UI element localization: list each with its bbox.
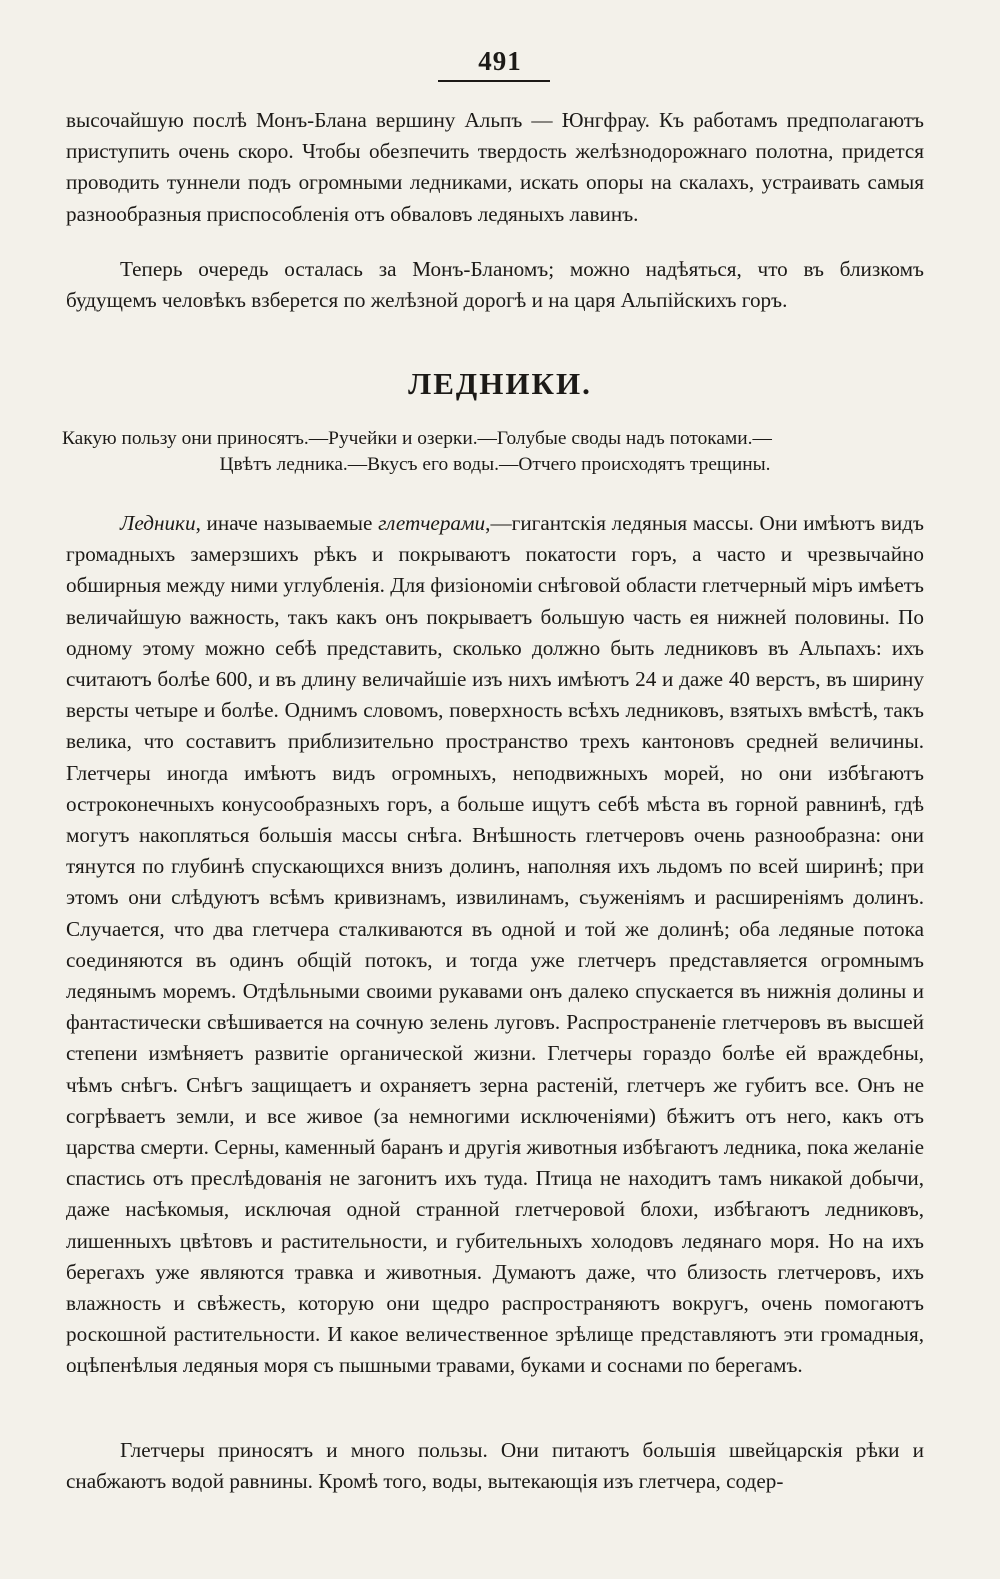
summary-line-1: Какую пользу они приносятъ.—Ручейки и озерки.—Голубые своды надъ потоками.— (62, 428, 772, 449)
paragraph-text: Глетчеры приносятъ и много пользы. Они питаютъ большія швейцарскія рѣки и снабжаютъ водой равнины. Кромѣ того, воды, вытекающія изъ глетчера, содер- (66, 1438, 924, 1494)
intro-paragraph-1 (66, 105, 924, 230)
lead-term-2: глетчерами (378, 511, 486, 535)
paragraph-body: ,—гигантскія ледяныя массы. Они имѣютъ видъ громадныхъ замерзшихъ рѣкъ и покрываютъ покатости горъ, а часто и чрезвычайно обширныя между ними углубленія. Для физіономіи снѣговой области глетчерный міръ имѣетъ величайшую важность, такъ какъ онъ покрываетъ большую часть ея нижней половины. По одному этому можно себѣ представить, сколько должно быть ледниковъ въ Альпахъ: ихъ считаютъ болѣе 600, и въ длину величайшіе изъ нихъ имѣютъ 24 и даже 40 верстъ, въ ширину версты четыре и болѣе. Однимъ словомъ, поверхность всѣхъ ледниковъ, взятыхъ вмѣстѣ, такъ велика, что составитъ приблизительно пространство трехъ кантоновъ средней величины. Глетчеры иногда имѣютъ видъ огромныхъ, неподвижныхъ морей, но они избѣгаютъ остроконечныхъ конусообразныхъ горъ, а больше ищутъ себѣ мѣста въ горной равнинѣ, гдѣ могутъ накопляться большія массы снѣга. Внѣшность глетчеровъ очень разнообразна: они тянутся по глубинѣ спускающихся внизъ долинъ, наполняя ихъ льдомъ по всей ширинѣ; при этомъ они слѣдуютъ всѣмъ кривизнамъ, извилинамъ, съуженіямъ и расширеніямъ долинъ. Случается, что два глетчера сталкиваются въ одной и той же долинѣ; оба ледяные потока соединяются въ одинъ общій потокъ, и тогда уже глетчеръ представляется огромнымъ ледянымъ моремъ. Отдѣльными своими рукавами онъ далеко спускается въ нижнія долины и фантастически свѣшивается на сочную зелень луговъ. Распространеніе глетчеровъ въ высшей степени измѣняетъ развитіе органической жизни. Глетчеры гораздо болѣе ей враждебны, чѣмъ снѣгъ. Снѣгъ защищаетъ и охраняетъ зерна растеній, глетчеръ же губитъ все. Онъ не согрѣваетъ земли, и все живое (за немногими исключеніями) бѣжитъ отъ него, какъ отъ царства смерти. Серны, каменный баранъ и другія животныя избѣгаютъ ледника, пока желаніе спастись отъ преслѣдованія не загонитъ ихъ туда. Птица не находитъ тамъ никакой добычи, даже насѣкомыя, исключая одной странной глетчеровой блохи, избѣгаютъ ледниковъ, лишенныхъ цвѣтовъ и растительности, и губительныхъ холодовъ ледянаго моря. Но на ихъ берегахъ уже являются травка и животныя. Думаютъ даже, что близость глетчеровъ, ихъ влажность и свѣжесть, которую они щедро распространяютъ вокругъ, очень помогаютъ роскошной растительности. И какое величественное зрѣлище представляютъ эти громадныя, оцѣпенѣлыя ледяныя моря съ пышными травами, буками и соснами по берегамъ. (66, 511, 924, 1378)
paragraph-text: высочайшую послѣ Монъ-Блана вершину Альпъ — Юнгфрау. Къ работамъ предполагаютъ приступить очень скоро. Чтобы обезпечить твердость желѣзнодорожнаго полотна, придется проводить туннели подъ огромными ледниками, искать опоры на скалахъ, устраивать самыя разнообразныя приспособленія отъ обваловъ ледяныхъ лавинъ. (66, 108, 924, 226)
page-number-rule (438, 80, 550, 82)
paragraph-text (66, 508, 924, 1382)
section-summary (62, 426, 928, 478)
intro-paragraph-2 (66, 254, 924, 316)
lead-term: Ледники (120, 511, 196, 535)
summary-line-2: Цвѣтъ ледника.—Вкусъ его воды.—Отчего происходятъ трещины. (219, 454, 771, 475)
section-title: ЛЕДНИКИ. (408, 366, 592, 401)
body-paragraph-1 (66, 508, 924, 1382)
paragraph-text: Теперь очередь осталась за Монъ-Бланомъ; можно надѣяться, что въ близкомъ будущемъ человѣкъ взберется по желѣзной дорогѣ и на царя Альпійскихъ горъ. (66, 257, 924, 313)
lead-connector: , иначе называемые (195, 511, 379, 535)
body-paragraph-2 (66, 1435, 924, 1497)
page-number: 491 (478, 46, 522, 76)
